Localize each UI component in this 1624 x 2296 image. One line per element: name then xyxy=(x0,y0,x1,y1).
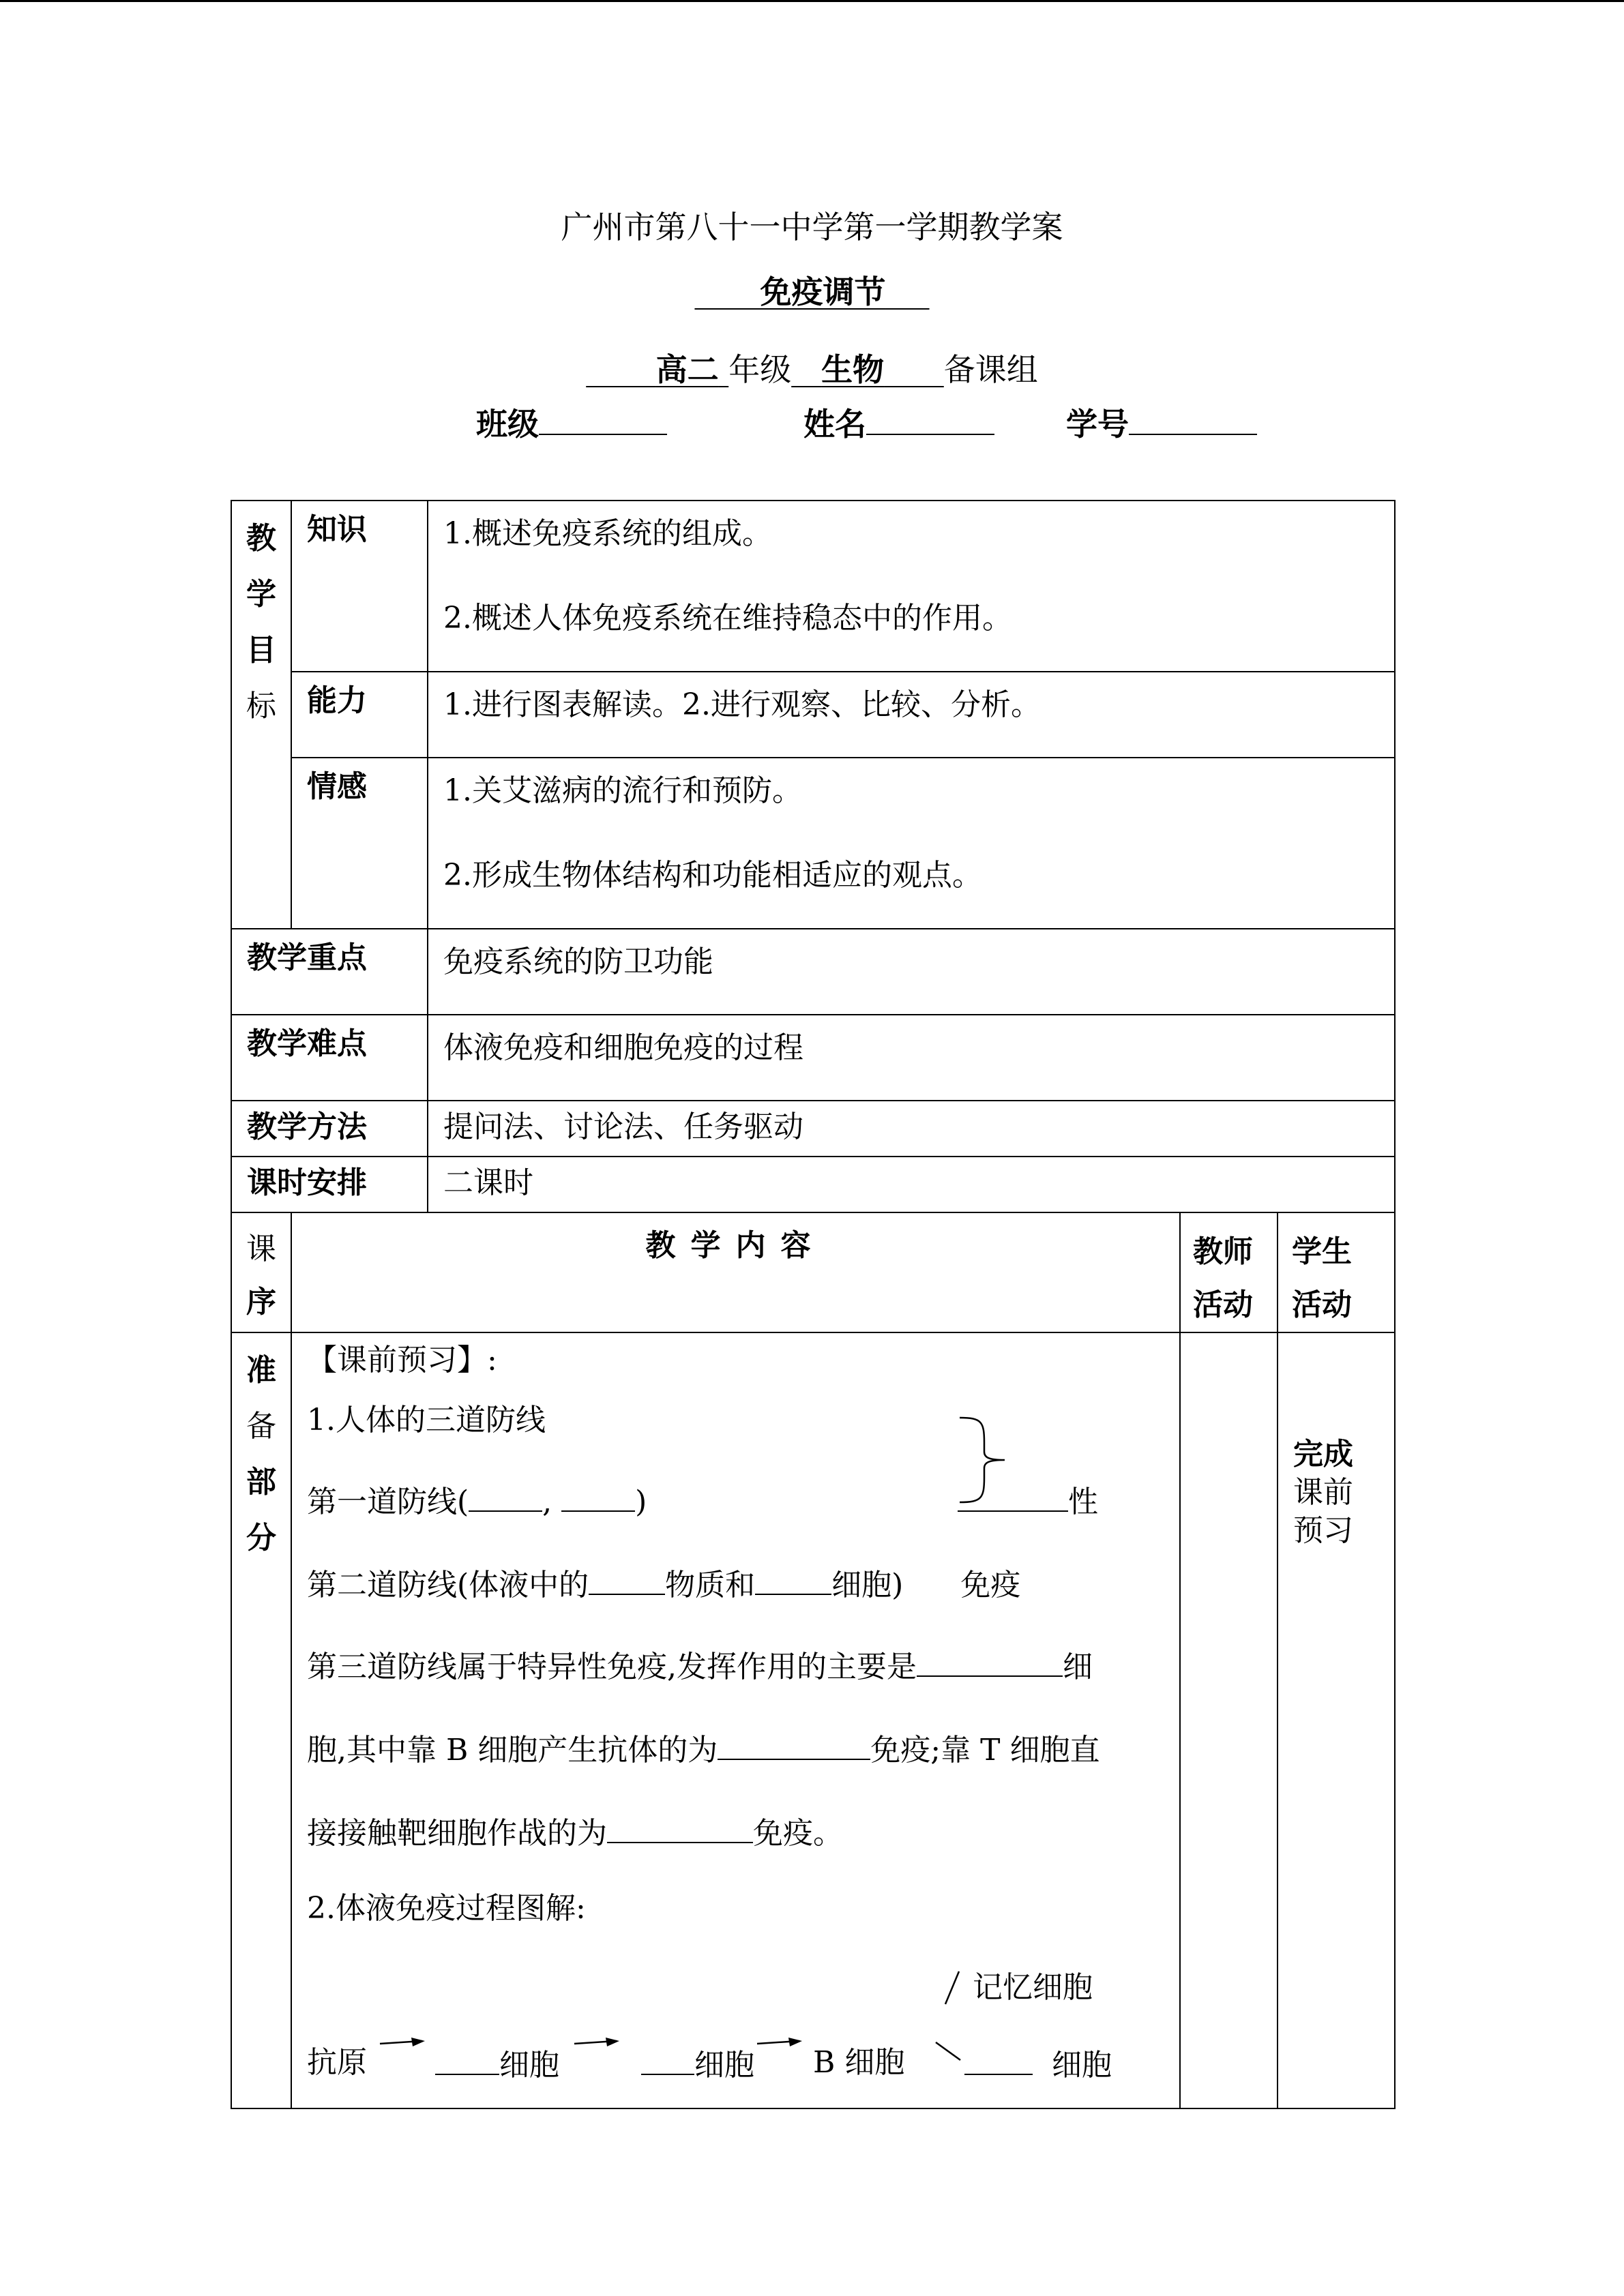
grade-line: 高二 年级 生物 备课组 xyxy=(655,351,1038,388)
cell-blank-3: 细胞 xyxy=(964,2044,1112,2085)
b-cell-label: B 细胞 xyxy=(813,2045,905,2080)
antigen-label: 抗原 xyxy=(307,2045,367,2080)
teacher-activity-label: 教师 活动 xyxy=(1180,1212,1278,1332)
lesson-plan-table xyxy=(231,500,1396,2109)
question-1: 1.人体的三道防线 xyxy=(307,1403,546,1437)
cell-blank-1: 细胞 xyxy=(435,2044,559,2085)
method-text: 提问法、讨论法、任务驱动 xyxy=(428,1101,1395,1157)
knowledge-label: 知识 xyxy=(291,501,428,672)
knowledge-text: 1.概述免疫系统的组成。 2.概述人体免疫系统在维持稳态中的作用。 xyxy=(428,501,1395,672)
content-header-row xyxy=(231,1212,1395,1332)
second-line: 第二道防线(体液中的 物质和 细胞) 免疫 xyxy=(307,1564,1020,1605)
student-activity-cell: 完成 课前 预习 xyxy=(1278,1332,1395,2108)
arrow-right-icon xyxy=(756,2036,803,2052)
emotion-row xyxy=(231,758,1395,929)
class-field[interactable]: 班级 xyxy=(476,404,667,443)
key-point-label: 教学重点 xyxy=(231,929,428,1015)
first-line: 第一道防线( , ) xyxy=(307,1480,647,1521)
student-activity-label: 学生 活动 xyxy=(1278,1212,1395,1332)
schedule-label: 课时安排 xyxy=(231,1157,428,1212)
memory-cell-label: 记忆细胞 xyxy=(973,1970,1093,2005)
third-line-c: 接接触靶细胞作战的为 免疫。 xyxy=(307,1812,843,1853)
third-line-b: 胞,其中靠 B 细胞产生抗体的为 免疫;靠 T 细胞直 xyxy=(307,1729,1099,1770)
third-line-a: 第三道防线属于特异性免疫,发挥作用的主要是 细 xyxy=(307,1645,1093,1686)
method-label: 教学方法 xyxy=(231,1101,428,1157)
emotion-text: 1.关艾滋病的流行和预防。 2.形成生物体结构和功能相适应的观点。 xyxy=(428,758,1395,929)
order-label: 课 序 xyxy=(231,1212,291,1332)
arrow-right-icon xyxy=(573,2036,621,2052)
key-point-text: 免疫系统的防卫功能 xyxy=(428,929,1395,1015)
difficulty-row xyxy=(231,1015,1395,1101)
branch-down-icon xyxy=(933,2040,963,2064)
preview-heading: 【课前预习】: xyxy=(307,1343,497,1377)
prep-content xyxy=(291,1332,1180,2108)
name-field[interactable]: 姓名 xyxy=(803,404,994,443)
goals-section-label: 教 学 目 标 xyxy=(231,501,291,929)
ability-text: 1.进行图表解读。2.进行观察、比较、分析。 xyxy=(428,672,1395,758)
student-id-field[interactable]: 学号 xyxy=(1066,404,1257,443)
school-title: 广州市第八十一中学第一学期教学案 xyxy=(561,209,1063,245)
difficulty-text: 体液免疫和细胞免疫的过程 xyxy=(428,1015,1395,1101)
content-title: 教学内容 xyxy=(291,1212,1180,1332)
prep-section-label: 准 备 部 分 xyxy=(231,1332,291,2108)
schedule-row xyxy=(231,1157,1395,1212)
top-border xyxy=(0,0,1624,2)
emotion-label: 情感 xyxy=(291,758,428,929)
arrow-right-icon xyxy=(379,2036,426,2052)
topic-title: 免疫调节 xyxy=(760,273,886,310)
teacher-activity-cell xyxy=(1180,1332,1278,2108)
question-2: 2.体液免疫过程图解: xyxy=(307,1891,586,1926)
prep-row xyxy=(231,1332,1395,2108)
cell-blank-2: 细胞 xyxy=(641,2044,754,2085)
branch-up-icon xyxy=(943,1969,963,2007)
difficulty-label: 教学难点 xyxy=(231,1015,428,1101)
key-point-row xyxy=(231,929,1395,1015)
method-row xyxy=(231,1101,1395,1157)
knowledge-row xyxy=(231,501,1395,672)
ability-label: 能力 xyxy=(291,672,428,758)
ability-row xyxy=(231,672,1395,758)
specificity-blank: 性 xyxy=(958,1480,1098,1521)
schedule-text: 二课时 xyxy=(428,1157,1395,1212)
